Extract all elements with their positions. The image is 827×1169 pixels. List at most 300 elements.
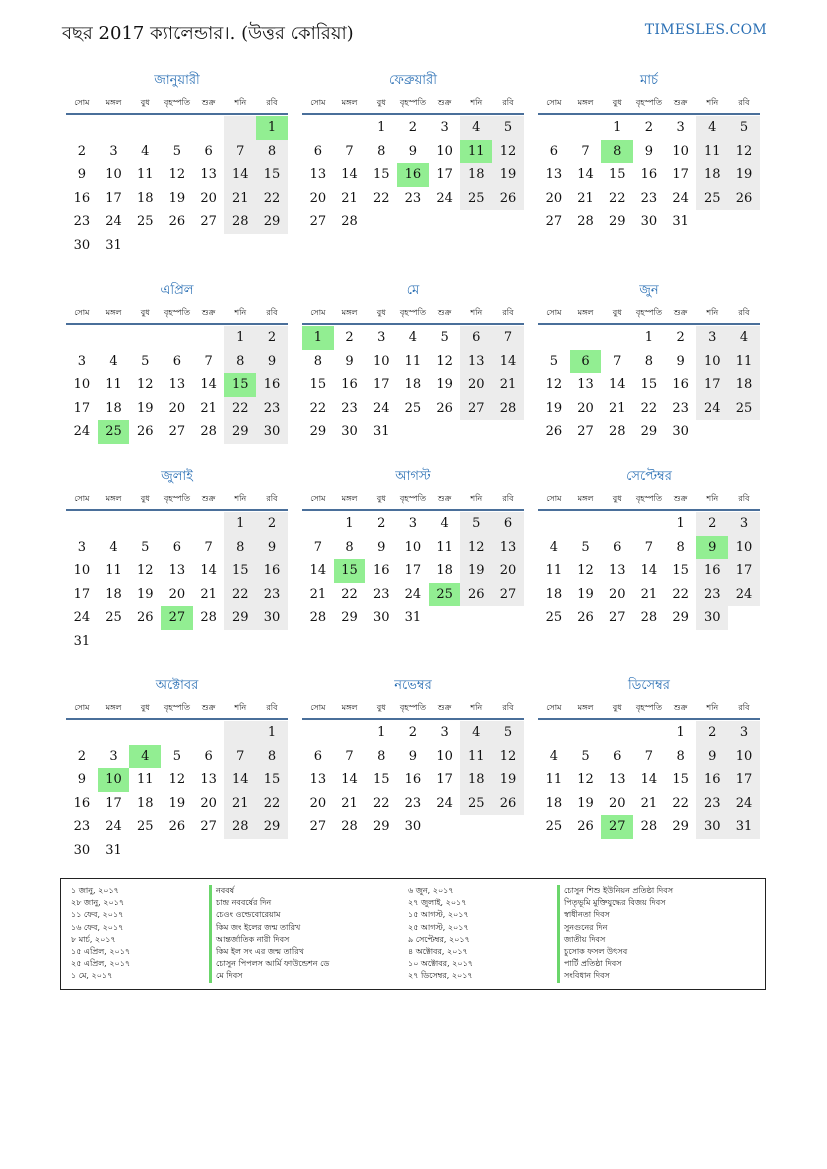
day-cell: 17	[728, 768, 760, 792]
day-cell: 1	[676, 725, 685, 740]
holiday-day-cell: 25	[98, 420, 130, 444]
day-cell: 5	[440, 330, 449, 345]
day-cell: 26	[492, 792, 524, 816]
weekday-label: সোম	[546, 98, 562, 107]
day-cell: 21	[200, 400, 217, 416]
day-cell: 2	[77, 143, 86, 159]
day-cell: 14	[608, 377, 626, 392]
weekday-label: বৃহস্পতি	[399, 308, 426, 317]
day-cell: 18	[545, 586, 563, 602]
day-cell: 26	[577, 819, 594, 834]
weekday-label: মঙ্গল	[341, 703, 358, 712]
empty-cell	[570, 721, 602, 745]
weekday-label: বুধ	[140, 98, 150, 107]
day-cell: 31	[105, 237, 122, 253]
day-cell: 14	[341, 772, 358, 787]
day-cell: 17	[105, 795, 122, 811]
day-cell: 17	[436, 772, 453, 787]
day-cell: 12	[136, 563, 154, 578]
day-cell: 21	[200, 586, 217, 602]
day-cell: 2	[696, 512, 728, 536]
day-cell: 1	[613, 120, 622, 135]
day-cell: 8	[313, 353, 322, 369]
day-cell: 2	[345, 330, 354, 345]
day-cell: 3	[77, 539, 86, 555]
day-cell: 5	[172, 143, 182, 159]
day-cell: 8	[224, 536, 256, 560]
day-cell: 7	[613, 353, 622, 369]
day-cell: 23	[404, 795, 422, 811]
day-cell: 3	[408, 516, 418, 531]
day-cell: 16	[256, 373, 288, 397]
month-block	[538, 70, 760, 234]
day-cell: 7	[224, 745, 256, 769]
day-cell: 9	[377, 539, 386, 555]
day-cell: 2	[256, 326, 288, 350]
weekday-label: রবি	[502, 494, 514, 503]
day-cell: 25	[728, 397, 760, 421]
weekday-header	[66, 698, 288, 720]
month-name: জানুয়ারী	[154, 73, 200, 88]
legend-holiday-name: চান্দ্র নববর্ষের দিন	[216, 898, 272, 908]
day-cell: 5	[460, 512, 492, 536]
day-cell: 11	[545, 772, 563, 787]
weekday-label: রবি	[502, 703, 514, 712]
day-cell: 29	[640, 424, 658, 439]
day-cell: 20	[309, 190, 327, 206]
day-cell: 10	[672, 143, 689, 159]
day-cell: 28	[577, 214, 594, 229]
month-block	[66, 280, 288, 444]
day-cell: 30	[696, 815, 728, 839]
day-cell: 9	[696, 745, 728, 769]
weekday-label: রবি	[738, 308, 750, 317]
day-cell: 11	[105, 563, 122, 578]
day-cell: 12	[577, 563, 594, 578]
day-grid	[66, 326, 288, 444]
legend-holiday-name: পিতৃভূমি মুক্তিযুদ্ধের বিজয় দিবস	[564, 898, 666, 908]
empty-cell	[224, 721, 256, 745]
day-cell: 3	[696, 326, 728, 350]
day-cell: 31	[728, 815, 760, 839]
weekday-label: শনি	[234, 703, 247, 712]
legend-date: ২৭ ডিসেম্বর, ২০১৭	[408, 971, 473, 981]
empty-cell	[161, 512, 193, 536]
day-cell: 14	[341, 167, 358, 182]
weekday-label: বুধ	[376, 703, 386, 712]
day-cell: 28	[341, 214, 358, 229]
day-cell: 6	[460, 326, 492, 350]
weekday-label: শুক্র	[673, 494, 688, 503]
weekday-label: সোম	[310, 308, 326, 317]
weekday-label: রবি	[266, 98, 278, 107]
day-cell: 17	[728, 559, 760, 583]
empty-cell	[98, 116, 130, 140]
day-cell: 12	[545, 377, 563, 392]
day-cell: 20	[200, 190, 217, 206]
legend-date: ১৫ এপ্রিল, ২০১৭	[71, 947, 131, 957]
day-cell: 1	[377, 120, 386, 135]
empty-cell	[66, 326, 98, 350]
weekday-label: শনি	[470, 494, 483, 503]
day-cell: 3	[728, 721, 760, 745]
empty-cell	[129, 326, 161, 350]
day-cell: 25	[696, 187, 728, 211]
day-cell: 8	[676, 539, 685, 555]
day-cell: 23	[256, 583, 288, 607]
day-grid	[538, 512, 760, 630]
weekday-label: মঙ্গল	[105, 308, 122, 317]
weekday-label: বৃহস্পতি	[635, 308, 662, 317]
weekday-label: সোম	[546, 494, 562, 503]
day-cell: 25	[136, 214, 154, 229]
day-cell: 22	[224, 583, 256, 607]
day-cell: 7	[224, 140, 256, 164]
day-cell: 2	[696, 721, 728, 745]
day-cell: 27	[577, 424, 594, 439]
weekday-label: শনি	[706, 703, 719, 712]
day-cell: 29	[256, 815, 288, 839]
weekday-label: রবি	[266, 494, 278, 503]
day-cell: 8	[224, 350, 256, 374]
day-cell: 7	[345, 143, 354, 159]
weekday-label: মঙ্গল	[341, 308, 358, 317]
day-cell: 14	[492, 350, 524, 374]
day-cell: 14	[640, 563, 658, 578]
day-cell: 3	[109, 143, 118, 159]
day-cell: 4	[141, 143, 150, 159]
day-cell: 22	[341, 586, 358, 602]
legend-right-names	[557, 885, 673, 983]
legend-holiday-name: স্বাধীনতা দিবস	[564, 910, 610, 920]
day-cell: 12	[460, 536, 492, 560]
day-cell: 23	[73, 214, 91, 229]
holiday-day-cell: 1	[256, 116, 288, 140]
day-cell: 17	[73, 400, 91, 416]
day-cell: 8	[377, 143, 386, 159]
legend-holiday-name: সুনগুনের দিন	[564, 922, 608, 932]
day-cell: 6	[492, 512, 524, 536]
legend-holiday-name: চোসুন শিশু ইউনিয়ন প্রতিষ্ঠা দিবস	[564, 886, 673, 895]
month-name: ডিসেম্বর	[628, 678, 670, 693]
empty-cell	[161, 326, 193, 350]
day-cell: 30	[672, 424, 689, 439]
day-cell: 6	[313, 748, 322, 764]
day-cell: 22	[309, 400, 327, 416]
day-cell: 31	[372, 424, 390, 439]
weekday-label: শুক্র	[673, 98, 688, 107]
legend-left-names	[209, 885, 329, 983]
day-cell: 6	[613, 748, 622, 764]
day-cell: 13	[168, 377, 186, 392]
legend-date: ৬ জুন, ২০১৭	[408, 886, 454, 895]
day-cell: 17	[672, 167, 689, 182]
empty-cell	[193, 512, 225, 536]
empty-cell	[302, 116, 334, 140]
month-name: সেপ্টেম্বর	[626, 469, 672, 484]
day-cell: 4	[696, 116, 728, 140]
day-cell: 11	[436, 539, 453, 555]
day-cell: 9	[256, 536, 288, 560]
legend-date: ৯ সেপ্টেম্বর, ২০১৭	[408, 934, 470, 944]
day-cell: 27	[200, 819, 217, 834]
weekday-header	[302, 93, 524, 115]
day-cell: 29	[608, 214, 626, 229]
day-cell: 13	[460, 350, 492, 374]
day-cell: 30	[341, 424, 358, 439]
page-title: বছর 2017 ক্যালেন্ডার।. (উত্তর কোরিয়া)	[62, 23, 354, 44]
weekday-label: শনি	[234, 98, 247, 107]
empty-cell	[161, 721, 193, 745]
weekday-label: শনি	[470, 98, 483, 107]
day-cell: 10	[436, 143, 453, 159]
day-cell: 2	[676, 330, 685, 345]
empty-cell	[98, 721, 130, 745]
empty-cell	[601, 326, 633, 350]
holiday-day-cell: 16	[397, 163, 429, 187]
day-cell: 18	[105, 586, 122, 602]
day-cell: 19	[492, 768, 524, 792]
holiday-day-cell: 25	[429, 583, 461, 607]
day-cell: 2	[77, 748, 86, 764]
day-cell: 23	[696, 792, 728, 816]
day-cell: 27	[492, 583, 524, 607]
day-grid	[66, 116, 288, 257]
day-cell: 26	[168, 819, 186, 834]
weekday-label: বুধ	[140, 703, 150, 712]
site-link[interactable]: TIMESLES.COM	[644, 22, 767, 38]
day-cell: 1	[644, 330, 654, 345]
day-cell: 25	[545, 610, 563, 625]
day-cell: 8	[676, 748, 685, 764]
day-cell: 1	[676, 516, 685, 531]
day-cell: 18	[728, 373, 760, 397]
month-name: জুলাই	[161, 469, 193, 484]
day-cell: 24	[404, 586, 422, 602]
day-cell: 25	[460, 792, 492, 816]
legend-date: ২৮ জানু, ২০১৭	[71, 898, 125, 908]
day-cell: 19	[168, 190, 186, 206]
month-block	[66, 466, 288, 653]
day-cell: 3	[676, 120, 685, 135]
legend-holiday-name: আন্তর্জাতিক নারী দিবস	[216, 934, 290, 944]
holiday-day-cell: 4	[129, 745, 161, 769]
day-cell: 28	[309, 610, 327, 625]
weekday-label: শনি	[706, 308, 719, 317]
weekday-header	[538, 93, 760, 115]
day-cell: 7	[581, 143, 590, 159]
empty-cell	[224, 116, 256, 140]
day-cell: 1	[377, 725, 386, 740]
weekday-label: বুধ	[376, 308, 386, 317]
weekday-label: বুধ	[612, 308, 622, 317]
day-cell: 24	[728, 583, 760, 607]
day-cell: 19	[728, 163, 760, 187]
holiday-day-cell: 10	[98, 768, 130, 792]
empty-cell	[538, 116, 570, 140]
day-cell: 17	[372, 377, 390, 392]
day-cell: 9	[676, 353, 685, 369]
day-cell: 24	[105, 819, 122, 834]
day-cell: 4	[728, 326, 760, 350]
day-cell: 6	[172, 539, 182, 555]
day-cell: 13	[545, 167, 563, 182]
weekday-label: বৃহস্পতি	[163, 494, 190, 503]
weekday-label: শুক্র	[437, 703, 452, 712]
day-cell: 14	[200, 563, 217, 578]
holiday-day-cell: 15	[224, 373, 256, 397]
day-cell: 5	[581, 748, 590, 764]
day-cell: 10	[728, 536, 760, 560]
legend-date: ২৭ জুলাই, ২০১৭	[408, 898, 467, 908]
day-cell: 20	[200, 795, 217, 811]
day-cell: 17	[436, 167, 453, 182]
day-cell: 24	[372, 400, 390, 416]
day-cell: 7	[644, 539, 654, 555]
day-cell: 5	[492, 721, 524, 745]
empty-cell	[66, 116, 98, 140]
weekday-label: রবি	[502, 98, 514, 107]
day-cell: 3	[440, 725, 449, 740]
day-cell: 4	[408, 330, 418, 345]
day-cell: 27	[168, 424, 186, 439]
weekday-label: সোম	[74, 703, 90, 712]
day-cell: 22	[256, 187, 288, 211]
day-cell: 18	[404, 377, 422, 392]
day-cell: 3	[377, 330, 386, 345]
day-cell: 17	[696, 373, 728, 397]
weekday-label: রবি	[738, 703, 750, 712]
day-grid	[66, 721, 288, 862]
weekday-label: বৃহস্পতি	[635, 98, 662, 107]
day-cell: 28	[200, 610, 217, 625]
legend-date: ২৫ আগস্ট, ২০১৭	[408, 922, 469, 932]
holiday-day-cell: 27	[161, 606, 193, 630]
day-cell: 27	[460, 397, 492, 421]
weekday-header	[538, 698, 760, 720]
day-cell: 21	[341, 795, 358, 811]
weekday-label: রবি	[266, 308, 278, 317]
month-block	[302, 70, 524, 234]
empty-cell	[334, 721, 366, 745]
day-cell: 13	[608, 772, 626, 787]
day-cell: 16	[404, 772, 422, 787]
day-cell: 14	[224, 163, 256, 187]
day-cell: 22	[256, 792, 288, 816]
day-cell: 4	[460, 721, 492, 745]
weekday-header	[302, 489, 524, 511]
day-cell: 16	[256, 559, 288, 583]
month-name: অক্টোবর	[155, 678, 199, 693]
day-cell: 14	[577, 167, 594, 182]
day-cell: 15	[372, 772, 390, 787]
day-cell: 6	[172, 353, 182, 369]
day-cell: 9	[408, 143, 418, 159]
month-name: জুন	[639, 283, 659, 298]
weekday-label: বুধ	[612, 703, 622, 712]
weekday-label: শুক্র	[673, 703, 688, 712]
day-cell: 4	[549, 539, 558, 555]
month-name: ফেব্রুয়ারী	[389, 73, 437, 88]
legend-date: ১ জানু, ২০১৭	[71, 886, 119, 895]
day-cell: 17	[404, 563, 422, 578]
day-cell: 27	[200, 214, 217, 229]
weekday-label: সোম	[74, 308, 90, 317]
day-cell: 31	[73, 633, 91, 649]
empty-cell	[129, 512, 161, 536]
legend-date: ২৫ এপ্রিল, ২০১৭	[71, 959, 131, 969]
day-cell: 10	[696, 350, 728, 374]
legend-date: ১৬ ফেব, ২০১৭	[71, 922, 124, 932]
day-cell: 5	[141, 353, 150, 369]
day-cell: 16	[341, 377, 358, 392]
day-cell: 19	[436, 377, 453, 392]
day-grid	[302, 512, 524, 630]
day-cell: 7	[204, 539, 213, 555]
month-block	[302, 466, 524, 630]
day-cell: 9	[644, 143, 654, 159]
weekday-label: রবি	[502, 308, 514, 317]
month-name: মার্চ	[639, 73, 658, 88]
day-cell: 15	[256, 163, 288, 187]
day-cell: 29	[224, 420, 256, 444]
legend-holiday-name: কিম জং ইলের জন্ম তারিখ	[216, 922, 301, 932]
day-cell: 13	[168, 563, 186, 578]
day-cell: 15	[224, 559, 256, 583]
day-cell: 29	[224, 606, 256, 630]
weekday-label: শনি	[706, 494, 719, 503]
day-cell: 6	[204, 143, 213, 159]
month-block	[66, 675, 288, 862]
day-cell: 19	[136, 586, 154, 602]
weekday-label: শুক্র	[201, 494, 216, 503]
weekday-label: সোম	[546, 308, 562, 317]
day-cell: 25	[460, 187, 492, 211]
weekday-label: সোম	[310, 703, 326, 712]
month-block	[538, 675, 760, 839]
day-cell: 29	[372, 819, 390, 834]
day-cell: 20	[168, 586, 186, 602]
day-cell: 5	[549, 353, 558, 369]
day-cell: 5	[492, 116, 524, 140]
day-cell: 13	[577, 377, 594, 392]
day-cell: 21	[224, 187, 256, 211]
day-cell: 20	[608, 795, 626, 811]
empty-cell	[129, 116, 161, 140]
weekday-label: বৃহস্পতি	[399, 494, 426, 503]
day-cell: 18	[136, 190, 154, 206]
day-cell: 15	[309, 377, 327, 392]
day-cell: 25	[545, 819, 563, 834]
day-cell: 18	[460, 163, 492, 187]
day-cell: 10	[436, 748, 453, 764]
day-cell: 20	[492, 559, 524, 583]
day-cell: 31	[672, 214, 689, 229]
day-cell: 8	[345, 539, 354, 555]
weekday-label: শনি	[470, 308, 483, 317]
day-cell: 12	[728, 140, 760, 164]
day-cell: 5	[581, 539, 590, 555]
day-cell: 11	[545, 563, 563, 578]
weekday-header	[302, 303, 524, 325]
day-cell: 10	[372, 353, 390, 369]
day-cell: 28	[640, 610, 658, 625]
weekday-label: বৃহস্পতি	[399, 98, 426, 107]
day-cell: 12	[136, 377, 154, 392]
legend-holiday-name: নববর্ষ	[216, 886, 235, 895]
day-cell: 30	[372, 610, 390, 625]
month-block	[66, 70, 288, 257]
